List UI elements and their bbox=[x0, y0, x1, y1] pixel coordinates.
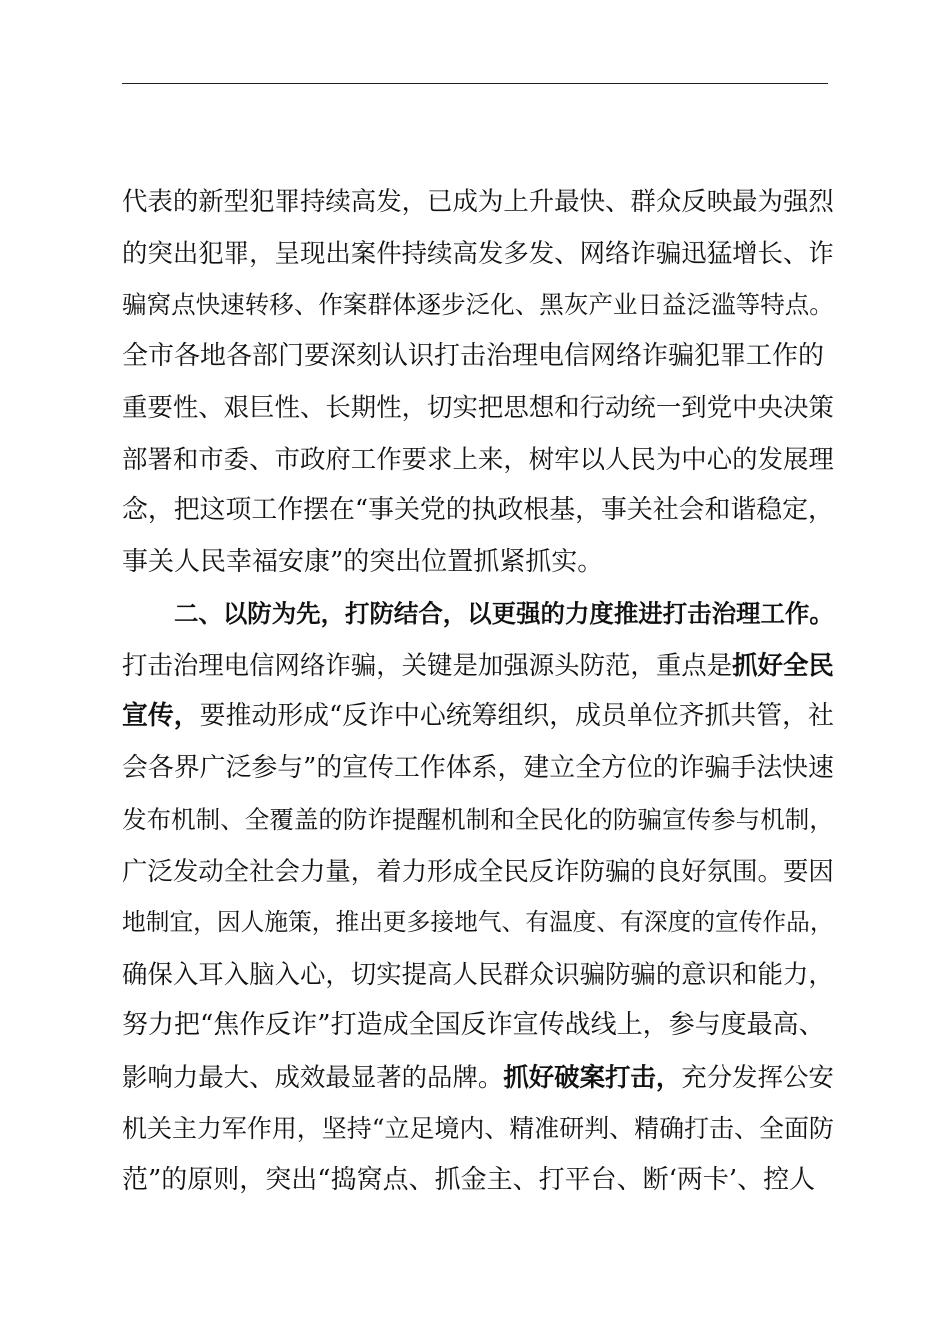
text-line bbox=[122, 897, 834, 949]
text-line bbox=[122, 279, 834, 331]
text-line bbox=[122, 434, 834, 486]
text-line bbox=[122, 640, 834, 692]
text-line bbox=[122, 691, 834, 743]
text-line bbox=[122, 743, 834, 795]
text-line bbox=[122, 1052, 834, 1104]
document-body bbox=[122, 176, 834, 1206]
text-line bbox=[122, 331, 834, 383]
text-line bbox=[122, 794, 834, 846]
header-rule bbox=[122, 83, 828, 84]
text-segment: 地制宜，因人施策，推出更多接地气、有温度、有深度的宣传作品， bbox=[122, 908, 834, 936]
text-segment: 全市各地各部门要深刻认识打击治理电信网络诈骗犯罪工作的 bbox=[122, 340, 825, 371]
text-segment: 念，把这项工作摆在“事关党的执政根基，事关社会和谐稳定， bbox=[122, 495, 834, 525]
text-line bbox=[122, 949, 834, 1001]
text-segment: 充分发挥公安 bbox=[681, 1061, 834, 1092]
text-line bbox=[122, 485, 834, 537]
text-segment: 的突出犯罪，呈现出案件持续高发多发、网络诈骗迅猛增长、诈 bbox=[122, 237, 834, 268]
bold-text-segment: 抓好全民 bbox=[732, 649, 834, 680]
bold-text-segment: 抓好破案打击， bbox=[503, 1061, 682, 1092]
text-line bbox=[122, 1000, 834, 1052]
text-line bbox=[122, 228, 834, 280]
bold-text-segment: 二、以防为先，打防结合，以更强的力度推进打击治理工作。 bbox=[174, 599, 834, 628]
section-heading bbox=[122, 588, 834, 640]
text-segment: 事关人民幸福安康”的突出位置抓紧抓实。 bbox=[122, 546, 604, 577]
text-segment: 重要性、艰巨性、长期性，切实把思想和行动统一到党中央决策 bbox=[122, 392, 834, 422]
text-segment: 范”的原则，突出“捣窝点、抓金主、打平台、断‘两卡’、控人 bbox=[122, 1164, 816, 1195]
text-segment: 发布机制、全覆盖的防诈提醒机制和全民化的防骗宣传参与机制， bbox=[122, 805, 834, 834]
text-line bbox=[122, 537, 834, 589]
text-segment: 打击治理电信网络诈骗，关键是加强源头防范，重点是 bbox=[122, 649, 733, 680]
text-line bbox=[122, 382, 834, 434]
text-line bbox=[122, 1103, 834, 1155]
text-segment: 影响力最大、成效最显著的品牌。 bbox=[122, 1061, 504, 1092]
text-segment: 要推动形成“反诈中心统筹组织，成员单位齐抓共管，社 bbox=[199, 701, 834, 731]
text-segment: 确保入耳入脑入心，切实提高人民群众识骗防骗的意识和能力， bbox=[122, 958, 834, 989]
text-line bbox=[122, 176, 834, 228]
bold-text-segment: 宣传， bbox=[122, 701, 200, 731]
text-segment: 代表的新型犯罪持续高发，已成为上升最快、群众反映最为强烈 bbox=[122, 186, 834, 216]
text-segment: 会各界广泛参与”的宣传工作体系，建立全方位的诈骗手法快速 bbox=[122, 752, 834, 783]
text-segment: 努力把“焦作反诈”打造成全国反诈宣传战线上，参与度最高、 bbox=[122, 1010, 825, 1040]
text-segment: 广泛发动全社会力量，着力形成全民反诈防骗的良好氛围。要因 bbox=[122, 855, 834, 886]
text-segment: 部署和市委、市政府工作要求上来，树牢以人民为中心的发展理 bbox=[122, 443, 834, 474]
text-segment: 机关主力军作用，坚持“立足境内、精准研判、精确打击、全面防 bbox=[122, 1114, 834, 1143]
text-line bbox=[122, 846, 834, 898]
text-segment: 骗窝点快速转移、作案群体逐步泛化、黑灰产业日益泛滥等特点。 bbox=[122, 290, 834, 319]
text-line bbox=[122, 1155, 834, 1207]
